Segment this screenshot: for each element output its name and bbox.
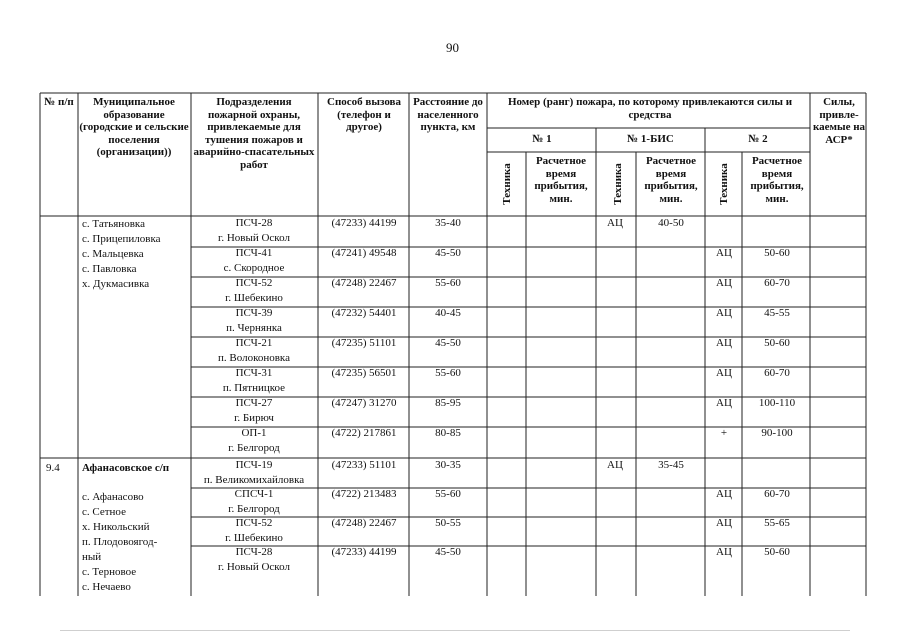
tech-value: АЦ [716, 546, 732, 558]
tech-value [706, 217, 742, 231]
settlement-item: х. Никольский [82, 521, 150, 533]
page-edge-line [60, 630, 850, 631]
tech-value [488, 277, 524, 291]
tech-value [488, 367, 524, 381]
unit-city: г. Новый Оскол [218, 232, 290, 244]
phone-number: (4722) 213483 [331, 488, 397, 500]
tech-value: АЦ [607, 217, 623, 229]
arrival-time [527, 459, 595, 473]
arrival-time [637, 397, 705, 411]
header-rank-1: № 1 [532, 133, 552, 145]
unit-city: п. Великомихайловка [203, 474, 305, 486]
tech-value [488, 337, 524, 351]
settlement-item: п. Плодовоягод- [82, 536, 158, 548]
phone-number: (47233) 44199 [331, 546, 397, 558]
header-units: Подразделения пожарной охраны, привлекаемые для тушения пожаров и аварийно-спасательных работ [193, 96, 315, 171]
header-tech-2: Техника [718, 163, 730, 205]
unit-city: п. Чернянка [226, 322, 282, 334]
distance-value: 35-40 [435, 217, 461, 229]
tech-value [488, 307, 524, 321]
arrival-time: 50-60 [764, 546, 790, 558]
tech-value [597, 517, 633, 531]
arrival-time [527, 247, 595, 261]
tech-value [597, 397, 633, 411]
arrival-time: 60-70 [764, 367, 790, 379]
municipality-group-2 [82, 491, 190, 601]
arrival-time: 60-70 [764, 488, 790, 500]
distance-value: 45-50 [435, 337, 461, 349]
tech-value [488, 517, 524, 531]
settlement-item: ный [82, 551, 102, 563]
arrival-time [637, 247, 705, 261]
arrival-time [527, 546, 595, 560]
tech-value [488, 488, 524, 502]
page-number: 90 [446, 40, 459, 55]
arrival-time [637, 546, 705, 560]
tech-value: АЦ [607, 459, 623, 471]
header-time-1: Расчетное время прибытия, мин. [534, 155, 588, 205]
arrival-time [527, 397, 595, 411]
arrival-time [637, 427, 705, 441]
municipality-title: Афанасовское с/п [82, 462, 170, 474]
arrival-time [527, 277, 595, 291]
distance-value: 40-45 [435, 307, 461, 319]
tech-value [488, 459, 524, 473]
distance-value: 50-55 [435, 517, 461, 529]
distance-value: 45-50 [435, 247, 461, 259]
tech-value: АЦ [716, 277, 732, 289]
arrival-time [527, 337, 595, 351]
tech-value [488, 247, 524, 261]
header-call: Способ вызова (телефон и другое) [327, 96, 401, 133]
arrival-time: 50-60 [764, 247, 790, 259]
tech-value [488, 397, 524, 411]
phone-number: (47241) 49548 [331, 247, 397, 259]
tech-value: АЦ [716, 307, 732, 319]
unit-city: п. Пятницкое [222, 382, 286, 394]
settlement-item: с. Мальцевка [82, 248, 144, 260]
arrival-time [637, 337, 705, 351]
unit-name: ОП-1 [241, 427, 267, 439]
arrival-time: 35-45 [658, 459, 684, 471]
unit-name: СПСЧ-1 [234, 488, 274, 500]
unit-city: г. Бирюч [234, 412, 274, 424]
row-number: 9.4 [46, 462, 60, 474]
unit-city: с. Скородное [223, 262, 285, 274]
header-time-1bis: Расчетное время прибытия, мин. [644, 155, 698, 205]
header-rank-2: № 2 [748, 133, 768, 145]
arrival-time: 50-60 [764, 337, 790, 349]
settlement-item: х. Дукмасивка [82, 278, 150, 290]
unit-name: ПСЧ-52 [235, 517, 273, 529]
arrival-time: 100-110 [758, 397, 796, 409]
unit-city: г. Новый Оскол [218, 561, 290, 573]
arrival-time [637, 488, 705, 502]
arrival-time [637, 367, 705, 381]
header-distance: Расстояние до населенного пункта, км [413, 96, 483, 133]
phone-number: (47248) 22467 [331, 277, 397, 289]
tech-value [706, 459, 742, 473]
unit-city: г. Шебекино [225, 532, 283, 544]
arrival-time [637, 307, 705, 321]
header-tech-1: Техника [501, 163, 513, 205]
arrival-time [527, 427, 595, 441]
arrival-time [637, 517, 705, 531]
phone-number: (4722) 217861 [331, 427, 397, 439]
distance-value: 85-95 [435, 397, 461, 409]
unit-name: ПСЧ-39 [235, 307, 273, 319]
unit-city: г. Белгород [228, 503, 280, 515]
distance-value: 55-60 [435, 367, 461, 379]
arrival-time: 40-50 [658, 217, 684, 229]
header-rank-group: Номер (ранг) пожара, по которому привлекаются силы и средства [507, 96, 793, 121]
tech-value [597, 488, 633, 502]
unit-name: ПСЧ-27 [235, 397, 273, 409]
phone-number: (47233) 44199 [331, 217, 397, 229]
phone-number: (47235) 56501 [331, 367, 397, 379]
unit-city: г. Шебекино [225, 292, 283, 304]
header-num: № п/п [44, 96, 74, 108]
municipality-group-1 [82, 218, 190, 308]
arrival-time [743, 217, 811, 231]
distance-value: 80-85 [435, 427, 461, 439]
arrival-time [527, 517, 595, 531]
header-rank-1bis: № 1-БИС [627, 133, 674, 145]
arrival-time [527, 367, 595, 381]
tech-value [597, 307, 633, 321]
settlement-item: с. Татьяновка [82, 218, 145, 230]
phone-number: (47233) 51101 [331, 459, 397, 471]
phone-number: (47232) 54401 [331, 307, 397, 319]
tech-value: АЦ [716, 488, 732, 500]
header-time-2: Расчетное время прибытия, мин. [750, 155, 804, 205]
arrival-time: 60-70 [764, 277, 790, 289]
distance-value: 30-35 [435, 459, 461, 471]
unit-city: п. Волоконовка [218, 352, 290, 364]
tech-value [488, 427, 524, 441]
header-municipality: Муниципальное образование (городские и сельские поселения (организации)) [79, 96, 189, 158]
phone-number: (47247) 31270 [331, 397, 397, 409]
settlement-item: с. Терновое [82, 566, 137, 578]
arrival-time [527, 217, 595, 231]
settlement-item: с. Прицепиловка [82, 233, 161, 245]
unit-name: ПСЧ-21 [235, 337, 273, 349]
arrival-time: 90-100 [761, 427, 793, 439]
unit-name: ПСЧ-31 [235, 367, 273, 379]
tech-value [597, 337, 633, 351]
tech-value [597, 277, 633, 291]
arrival-time [743, 459, 811, 473]
unit-name: ПСЧ-28 [235, 546, 273, 558]
tech-value [597, 247, 633, 261]
unit-name: ПСЧ-52 [235, 277, 273, 289]
distance-value: 55-60 [435, 277, 461, 289]
tech-value [488, 546, 524, 560]
tech-value: + [720, 427, 728, 439]
tech-value: АЦ [716, 367, 732, 379]
settlement-item: с. Нечаево [82, 581, 131, 593]
arrival-time [527, 307, 595, 321]
arrival-time: 55-65 [764, 517, 790, 529]
unit-city: г. Белгород [228, 442, 280, 454]
settlement-item: с. Павловка [82, 263, 137, 275]
tech-value: АЦ [716, 247, 732, 259]
tech-value: АЦ [716, 397, 732, 409]
phone-number: (47248) 22467 [331, 517, 397, 529]
header-tech-1bis: Техника [612, 163, 624, 205]
distance-value: 45-50 [435, 546, 461, 558]
tech-value [597, 367, 633, 381]
tech-value [597, 427, 633, 441]
distance-value: 55-60 [435, 488, 461, 500]
header-asr: Силы, привле-каемые на АСР* [812, 96, 866, 146]
tech-value: АЦ [716, 517, 732, 529]
unit-name: ПСЧ-41 [235, 247, 273, 259]
settlement-item: с. Сетное [82, 506, 126, 518]
tech-value: АЦ [716, 337, 732, 349]
unit-name: ПСЧ-19 [235, 459, 273, 471]
settlement-item: с. Афанасово [82, 491, 144, 503]
arrival-time [527, 488, 595, 502]
unit-name: ПСЧ-28 [235, 217, 273, 229]
phone-number: (47235) 51101 [331, 337, 397, 349]
tech-value [597, 546, 633, 560]
tech-value [488, 217, 524, 231]
arrival-time [637, 277, 705, 291]
arrival-time: 45-55 [764, 307, 790, 319]
